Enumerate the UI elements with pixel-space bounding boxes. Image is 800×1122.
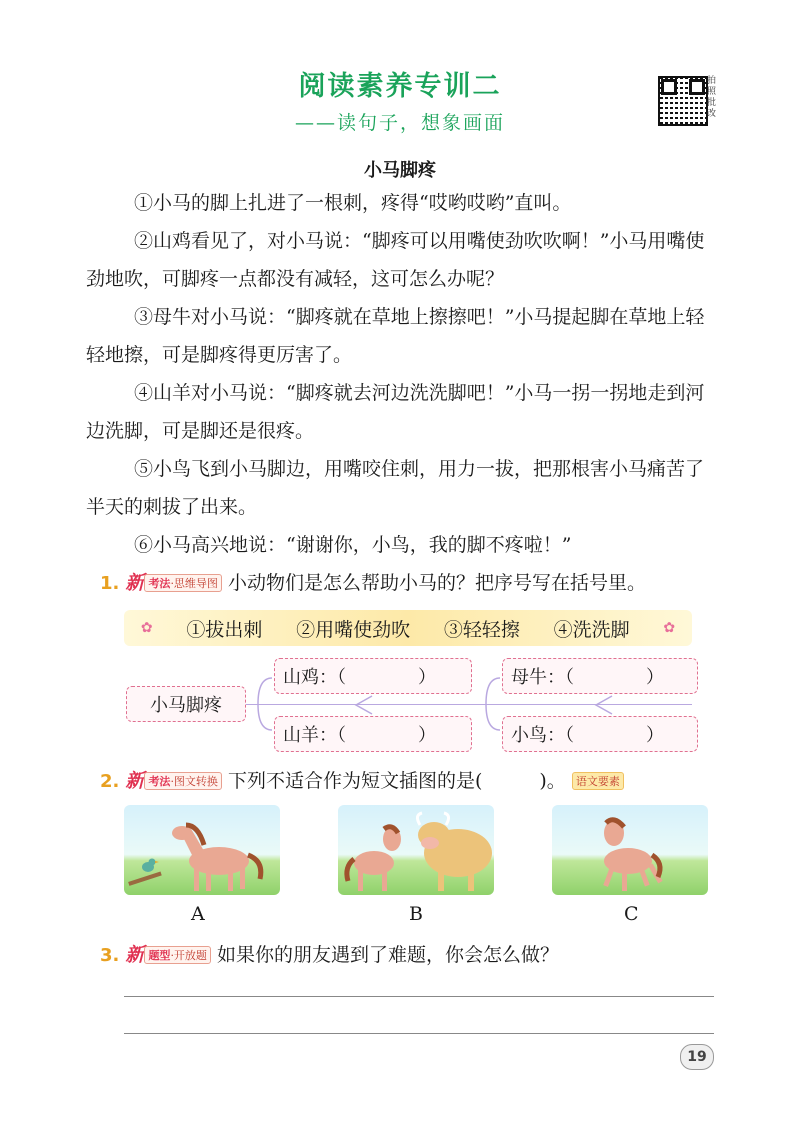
story-title: 小马脚疼	[364, 160, 436, 181]
flower-icon: ✿	[140, 620, 153, 636]
picture-label-a: A	[191, 903, 205, 925]
picture-label-b: B	[409, 903, 423, 925]
option-item: ④洗洗脚	[553, 618, 630, 641]
option-item: ①拔出刺	[186, 618, 263, 641]
question-tag: 题型·开放题	[144, 946, 211, 964]
option-item: ③轻轻擦	[443, 618, 520, 641]
page-subtitle: ——读句子，想象画面	[294, 112, 505, 134]
question-1	[100, 568, 646, 595]
new-badge: 新	[125, 944, 145, 966]
horse-cow-illustration	[338, 805, 494, 895]
horse-illustration	[552, 805, 708, 895]
option-item: ②用嘴使劲吹	[296, 618, 411, 641]
question-number: 1.	[100, 573, 120, 594]
story-body	[86, 184, 716, 564]
question-number: 2.	[100, 771, 120, 792]
new-badge: 新	[125, 770, 145, 792]
question-text: 小动物们是怎么帮助小马的？把序号写在括号里。	[227, 572, 646, 594]
picture-a[interactable]	[124, 805, 280, 895]
page-title: 阅读素养专训二	[298, 71, 502, 102]
mindmap-branch	[482, 676, 502, 732]
options-bar	[124, 610, 692, 646]
story-paragraph: ⑤小鸟飞到小马脚边，用嘴咬住刺，用力一拔，把那根害小马痛苦了半天的刺拔了出来。	[86, 458, 705, 518]
qr-label: 拍照批改	[707, 76, 717, 119]
question-text: 下列不适合作为短文插图的是( )。	[227, 770, 566, 792]
qr-code[interactable]	[658, 76, 708, 126]
answer-box-muniu[interactable]: 母牛：（ ）	[502, 658, 698, 694]
answer-box-xiaoniao[interactable]: 小鸟：（ ）	[502, 716, 698, 752]
mindmap-branch	[254, 676, 274, 732]
picture-b[interactable]	[338, 805, 494, 895]
question-tag: 考法·图文转换	[144, 772, 222, 790]
story-paragraph: ③母牛对小马说：“脚疼就在草地上擦擦吧！”小马提起脚在草地上轻轻地擦，可是脚疼得更厉害了。	[86, 306, 705, 366]
question-2	[100, 766, 624, 793]
story-paragraph: ②山鸡看见了，对小马说：“脚疼可以用嘴使劲吹吹啊！”小马用嘴使劲地吹，可脚疼一点都没有减轻，这可怎么办呢？	[86, 230, 705, 290]
answer-box-shanyang[interactable]: 山羊：（ ）	[274, 716, 472, 752]
story-paragraph: ④山羊对小马说：“脚疼就去河边洗洗脚吧！”小马一拐一拐地走到河边洗脚，可是脚还是很疼。	[86, 382, 705, 442]
mindmap-center: 小马脚疼	[126, 686, 246, 722]
question-tag: 考法·思维导图	[144, 574, 222, 592]
picture-c[interactable]	[552, 805, 708, 895]
answer-line[interactable]	[124, 996, 714, 997]
literacy-badge: 语文要素	[572, 772, 624, 790]
question-text: 如果你的朋友遇到了难题，你会怎么做？	[216, 944, 559, 966]
answer-line[interactable]	[124, 1033, 714, 1034]
question-3	[100, 940, 559, 967]
story-paragraph: ⑥小马高兴地说：“谢谢你，小鸟，我的脚不疼啦！”	[134, 534, 572, 556]
horse-bird-illustration	[124, 805, 280, 895]
story-paragraph: ①小马的脚上扎进了一根刺，疼得“哎哟哎哟”直叫。	[134, 192, 572, 214]
flower-icon: ✿	[663, 620, 676, 636]
picture-label-c: C	[624, 903, 639, 925]
mindmap-arrows	[244, 694, 692, 716]
new-badge: 新	[125, 572, 145, 594]
question-number: 3.	[100, 945, 120, 966]
page-number: 19	[680, 1044, 714, 1070]
answer-box-shanji[interactable]: 山鸡：（ ）	[274, 658, 472, 694]
